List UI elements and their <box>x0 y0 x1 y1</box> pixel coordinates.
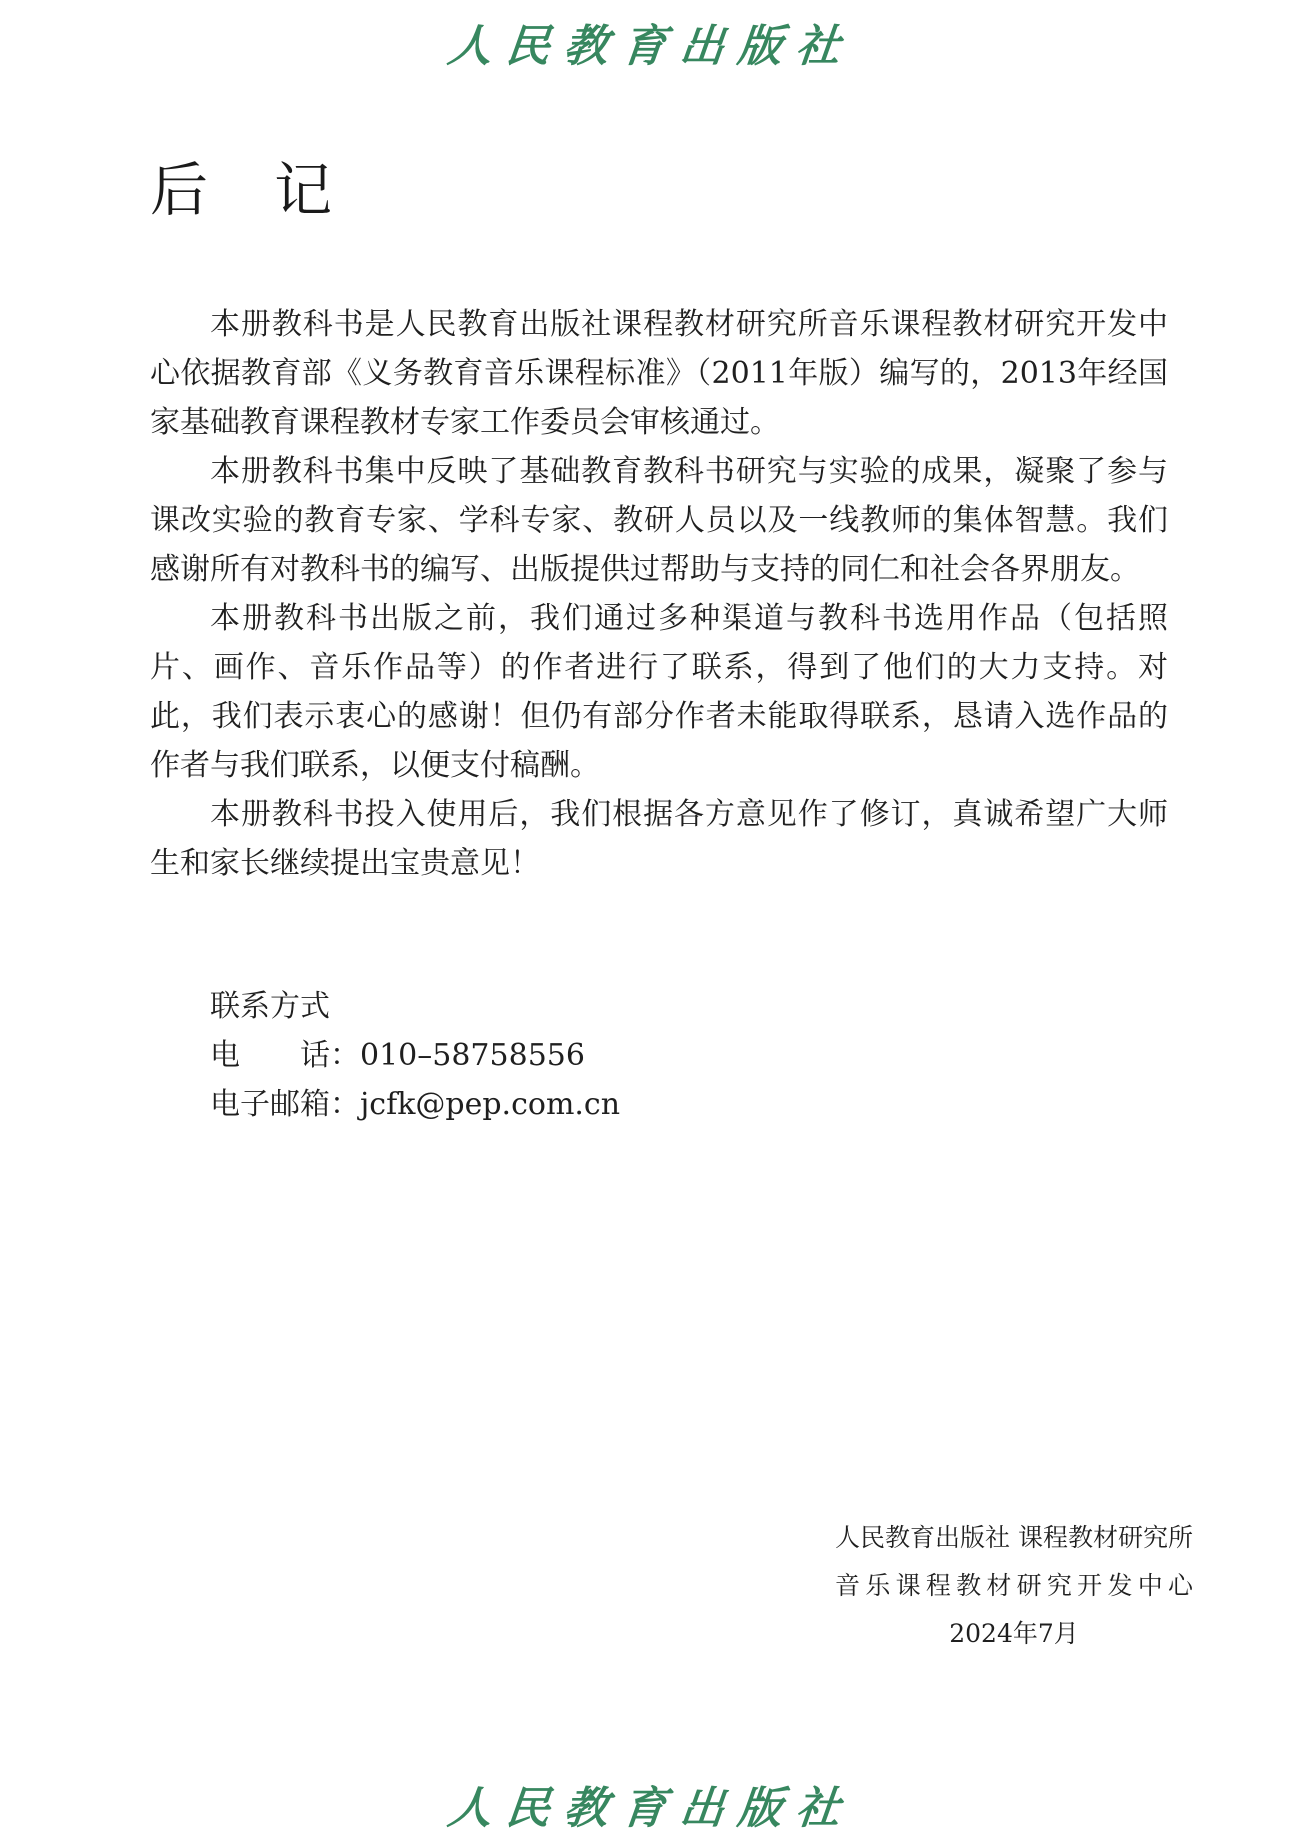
phone-label: 电 话： <box>210 1038 360 1073</box>
attribution-date: 2024年7月 <box>949 1619 1079 1648</box>
email-address: jcfk@pep.com.cn <box>360 1087 621 1122</box>
contact-info <box>210 982 620 1129</box>
paragraph: 本册教科书是人民教育出版社课程教材研究所音乐课程教材研究开发中心依据教育部《义务教育音乐课程标准》（2011年版）编写的，2013年经国家基础教育课程教材专家工作委员会审核通过。 <box>150 307 1168 440</box>
contact-heading: 联系方式 <box>210 989 330 1024</box>
paragraph: 本册教科书集中反映了基础教育教科书研究与实验的成果，凝聚了参与课改实验的教育专家、学科专家、教研人员以及一线教师的集体智慧。我们感谢所有对教科书的编写、出版提供过帮助与支持的同仁和社会各界朋友。 <box>150 454 1168 587</box>
page-title: 后 记 <box>150 155 337 224</box>
publisher-logo-top: 人民教育出版社 <box>445 21 857 72</box>
attribution-org-line2: 音乐课程教材研究开发中心 <box>835 1571 1193 1600</box>
contact-phone-row <box>210 1031 620 1080</box>
phone-number: 010–58758556 <box>360 1038 585 1073</box>
afterword-body <box>150 300 1168 888</box>
paragraph: 本册教科书投入使用后，我们根据各方意见作了修订，真诚希望广大师生和家长继续提出宝贵意见！ <box>150 797 1168 881</box>
attribution-org-line1: 人民教育出版社 课程教材研究所 <box>835 1523 1193 1552</box>
attribution-block <box>835 1514 1193 1658</box>
paragraph: 本册教科书出版之前，我们通过多种渠道与教科书选用作品（包括照片、画作、音乐作品等）的作者进行了联系，得到了他们的大力支持。对此，我们表示衷心的感谢！但仍有部分作者未能取得联系，恳请入选作品的作者与我们联系，以便支付稿酬。 <box>150 601 1168 783</box>
contact-email-row <box>210 1080 620 1129</box>
publisher-logo-bottom: 人民教育出版社 <box>445 1783 857 1834</box>
email-label: 电子邮箱： <box>210 1087 360 1122</box>
